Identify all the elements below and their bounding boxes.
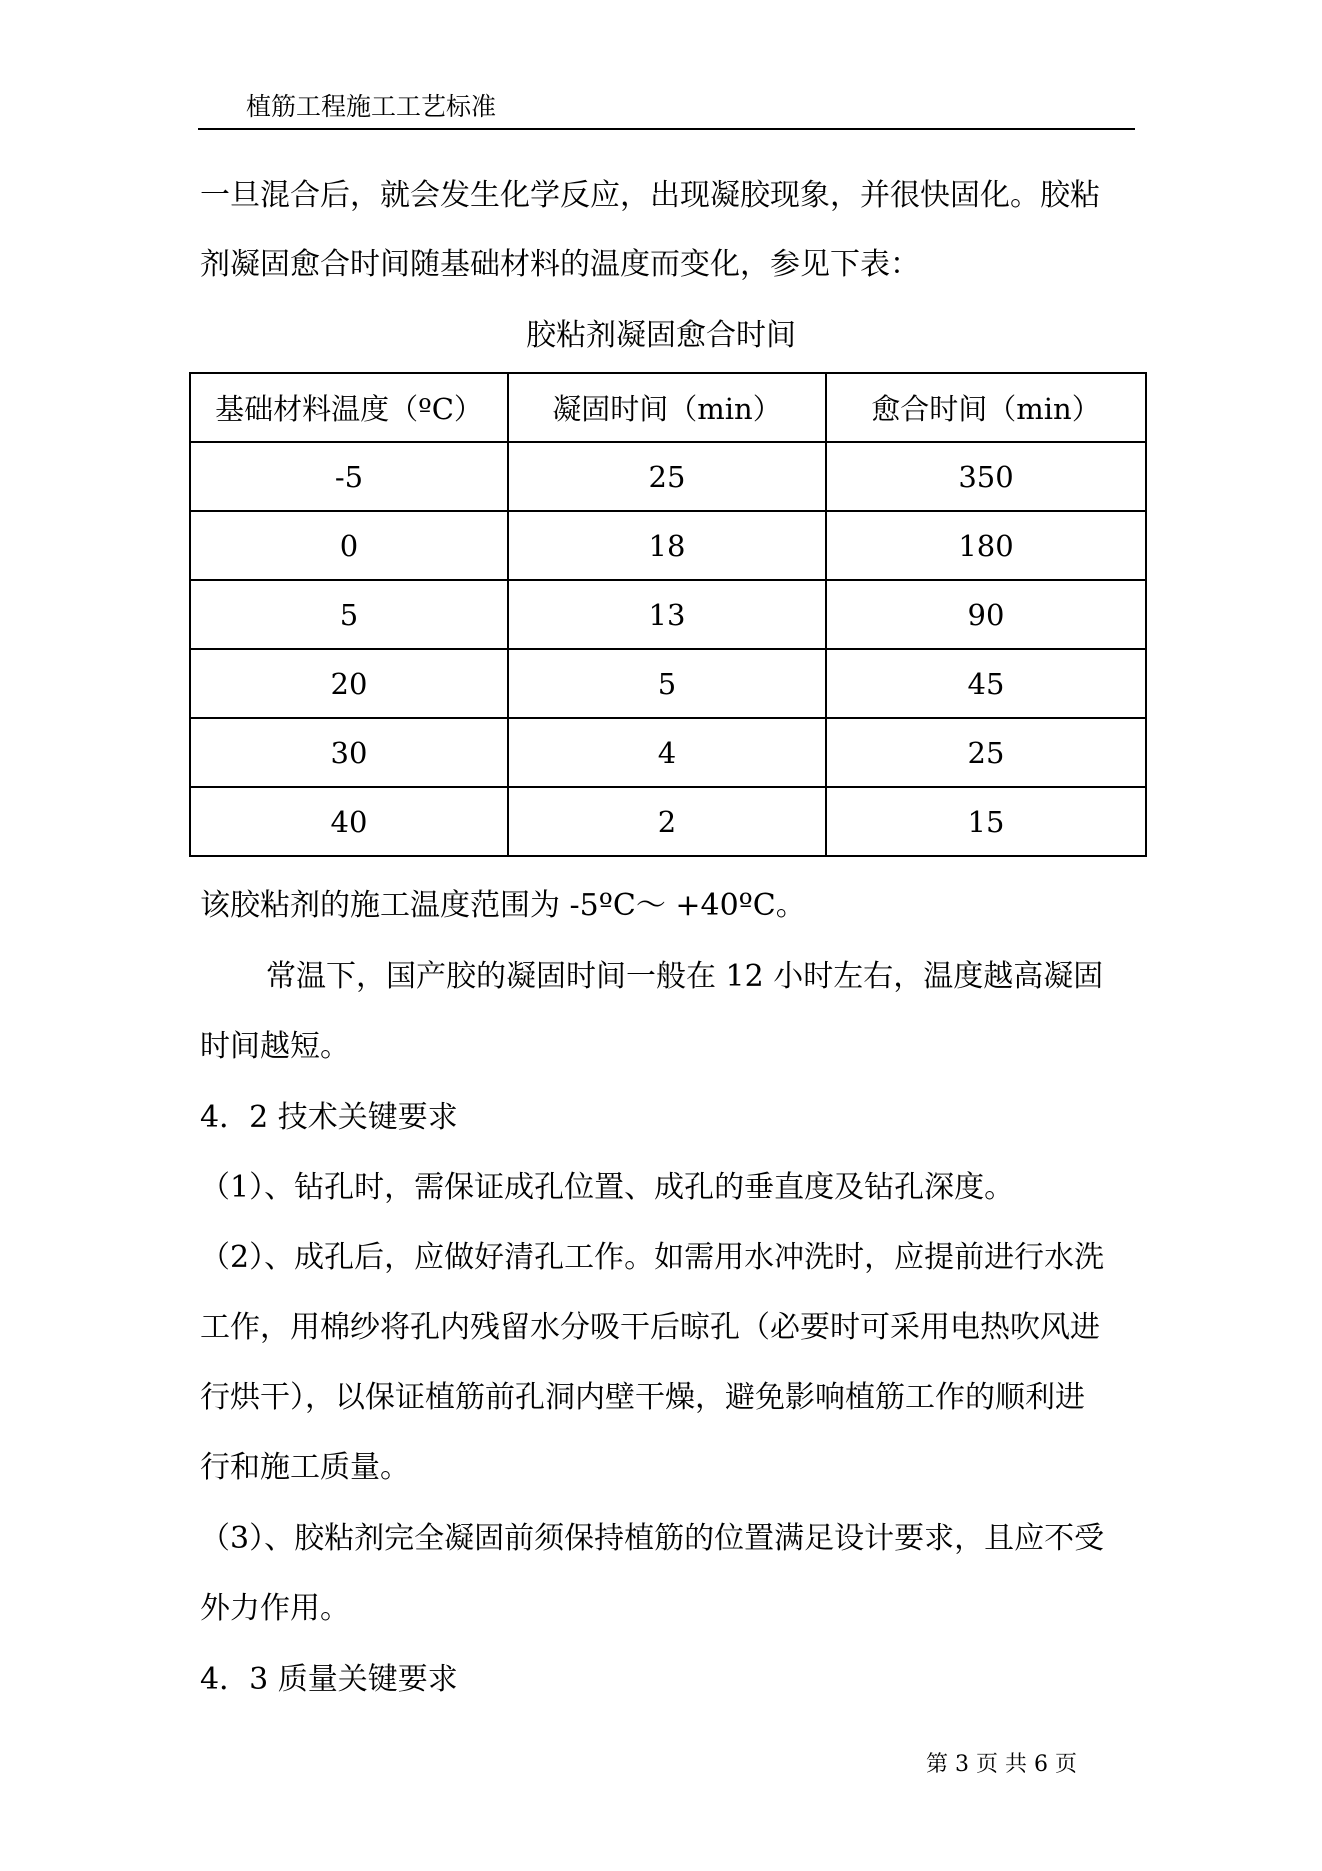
- list-item-1: （1）、钻孔时，需保证成孔位置、成孔的垂直度及钻孔深度。: [200, 1170, 1015, 1205]
- table-row: [190, 511, 1146, 580]
- table-cell: 13: [508, 580, 826, 649]
- table-cell: 90: [826, 580, 1146, 649]
- table-header-row: [190, 373, 1146, 442]
- table-cell: 25: [508, 442, 826, 511]
- table-cell: 4: [508, 718, 826, 787]
- section-heading-4-3: 4．3 质量关键要求: [200, 1662, 458, 1697]
- table-cell: 5: [190, 580, 508, 649]
- list-item-2-line: （2）、成孔后，应做好清孔工作。如需用水冲洗时，应提前进行水洗: [200, 1240, 1105, 1275]
- table-row: [190, 580, 1146, 649]
- table-cell: -5: [190, 442, 508, 511]
- list-item-3-line: （3）、胶粘剂完全凝固前须保持植筋的位置满足设计要求，且应不受: [200, 1521, 1105, 1556]
- paragraph-line: 一旦混合后，就会发生化学反应，出现凝胶现象，并很快固化。胶粘: [200, 178, 1100, 213]
- table-cell: 18: [508, 511, 826, 580]
- table-row: [190, 718, 1146, 787]
- table-cell: 0: [190, 511, 508, 580]
- list-item-2-line: 行烘干），以保证植筋前孔洞内壁干燥，避免影响植筋工作的顺利进: [200, 1380, 1085, 1415]
- table-cell: 40: [190, 787, 508, 856]
- paragraph-line: 常温下，国产胶的凝固时间一般在 12 小时左右，温度越高凝固: [266, 959, 1104, 994]
- paragraph-line: 剂凝固愈合时间随基础材料的温度而变化，参见下表：: [200, 247, 920, 282]
- table-row: [190, 442, 1146, 511]
- temperature-range-text: 该胶粘剂的施工温度范围为 -5ºC～ +40ºC。: [200, 888, 806, 923]
- table-cell: 2: [508, 787, 826, 856]
- list-item-2-line: 行和施工质量。: [200, 1450, 410, 1485]
- section-heading-4-2: 4．2 技术关键要求: [200, 1100, 458, 1135]
- table-row: [190, 649, 1146, 718]
- header-rule: [198, 128, 1135, 130]
- paragraph-line: 时间越短。: [200, 1029, 350, 1064]
- curing-time-table: [189, 372, 1147, 857]
- column-header-setting-time: 凝固时间（min）: [508, 373, 826, 442]
- table-cell: 350: [826, 442, 1146, 511]
- table-cell: 5: [508, 649, 826, 718]
- table-cell: 15: [826, 787, 1146, 856]
- list-item-3-line: 外力作用。: [200, 1591, 350, 1626]
- list-item-2-line: 工作，用棉纱将孔内残留水分吸干后晾孔（必要时可采用电热吹风进: [200, 1310, 1100, 1345]
- column-header-curing-time: 愈合时间（min）: [826, 373, 1146, 442]
- table-cell: 25: [826, 718, 1146, 787]
- table-cell: 180: [826, 511, 1146, 580]
- table-cell: 45: [826, 649, 1146, 718]
- column-header-temperature: 基础材料温度（ºC）: [190, 373, 508, 442]
- page-number: 第 3 页 共 6 页: [926, 1752, 1077, 1777]
- page-header-title: 植筋工程施工工艺标准: [246, 92, 497, 121]
- table-cell: 30: [190, 718, 508, 787]
- table-row: [190, 787, 1146, 856]
- table-caption: 胶粘剂凝固愈合时间: [526, 318, 796, 353]
- table-cell: 20: [190, 649, 508, 718]
